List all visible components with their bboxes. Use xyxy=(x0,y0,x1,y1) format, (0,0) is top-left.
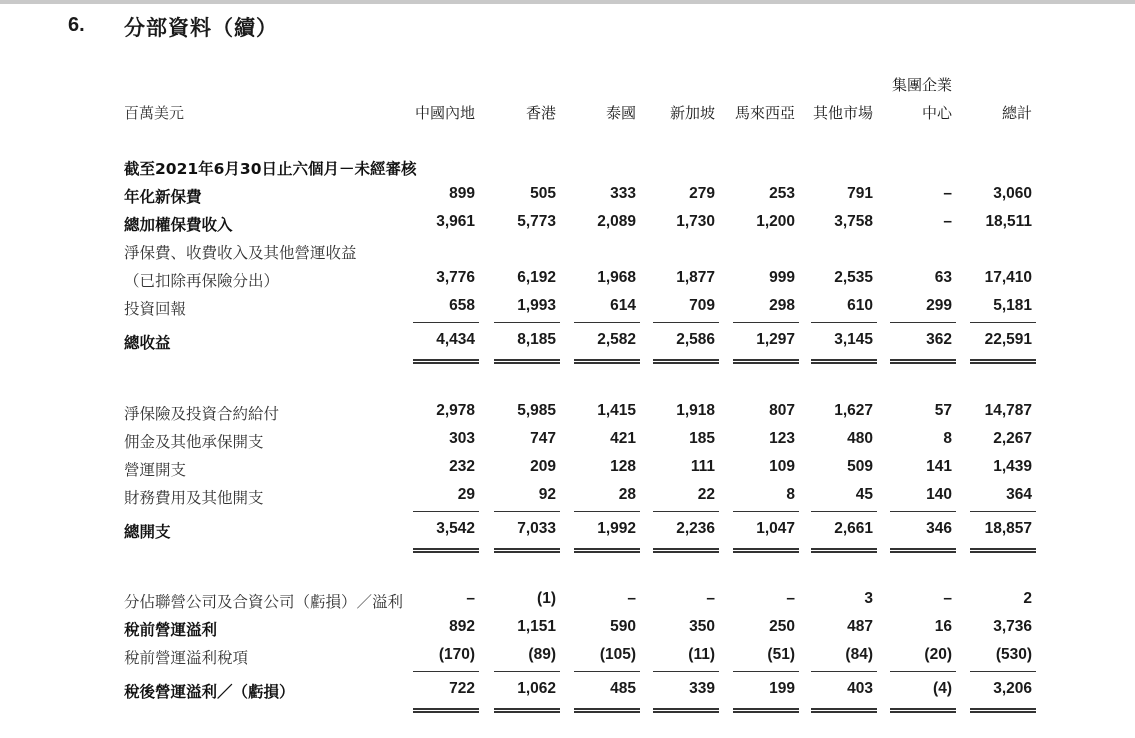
table-cell: 2,089 xyxy=(597,213,636,230)
table-cell: 2,586 xyxy=(676,331,715,348)
section-title: 分部資料（續） xyxy=(124,16,278,40)
subtotal-rule xyxy=(494,671,560,672)
row-label: 總收益 xyxy=(124,334,171,352)
table-cell: 791 xyxy=(847,185,873,202)
table-cell: 3,736 xyxy=(993,618,1032,635)
table-cell: 3 xyxy=(864,590,873,607)
table-cell: 253 xyxy=(769,185,795,202)
table-cell: 18,511 xyxy=(985,213,1032,230)
table-cell: 8,185 xyxy=(517,331,556,348)
subtotal-rule xyxy=(413,322,479,323)
table-cell: 123 xyxy=(769,430,795,447)
table-row xyxy=(0,185,1135,211)
subtotal-rule xyxy=(811,671,877,672)
total-double-rule xyxy=(970,708,1036,713)
column-header: 中國內地 xyxy=(414,104,475,122)
table-cell: (170) xyxy=(438,646,475,663)
table-cell: 333 xyxy=(610,185,636,202)
table-cell: 747 xyxy=(530,430,556,447)
table-cell: 7,033 xyxy=(517,520,556,537)
table-cell: 2,267 xyxy=(993,430,1032,447)
table-cell: (84) xyxy=(845,646,873,663)
subtotal-rule xyxy=(574,511,640,512)
table-cell: – xyxy=(943,590,952,607)
subtotal-rule xyxy=(733,671,799,672)
total-double-rule xyxy=(413,359,479,364)
table-cell: 2,582 xyxy=(597,331,636,348)
table-row xyxy=(0,269,1135,295)
row-label: 營運開支 xyxy=(124,461,187,479)
unit-label: 百萬美元 xyxy=(124,104,185,122)
table-cell: 1,151 xyxy=(517,618,556,635)
column-header: 泰國 xyxy=(605,104,636,122)
table-cell: 5,181 xyxy=(993,297,1032,314)
subtotal-rule xyxy=(413,511,479,512)
subtotal-rule xyxy=(494,511,560,512)
table-cell: 92 xyxy=(538,486,556,503)
table-cell: – xyxy=(627,590,636,607)
table-cell: 403 xyxy=(847,680,873,697)
row-label: 總加權保費收入 xyxy=(124,216,233,234)
table-cell: 298 xyxy=(769,297,795,314)
subtotal-rule xyxy=(653,511,719,512)
total-double-rule xyxy=(494,548,560,553)
table-cell: 1,415 xyxy=(597,402,636,419)
row-label: 淨保險及投資合約給付 xyxy=(124,405,280,423)
table-cell: – xyxy=(466,590,475,607)
period-heading: 截至2021年6月30日止六個月－未經審核 xyxy=(124,160,417,178)
top-border xyxy=(0,0,1135,4)
column-header: 中心 xyxy=(921,104,952,122)
subtotal-rule xyxy=(494,322,560,323)
table-cell: 17,410 xyxy=(984,269,1032,286)
table-cell: 28 xyxy=(618,486,636,503)
table-cell: 999 xyxy=(769,269,795,286)
subtotal-rule xyxy=(733,511,799,512)
subtotal-rule xyxy=(970,671,1036,672)
total-double-rule xyxy=(653,359,719,364)
total-double-rule xyxy=(653,708,719,713)
total-double-rule xyxy=(890,708,956,713)
total-double-rule xyxy=(890,548,956,553)
table-row xyxy=(0,241,1135,267)
table-cell: 3,776 xyxy=(436,269,475,286)
table-row xyxy=(0,213,1135,239)
total-double-rule xyxy=(413,708,479,713)
table-cell: 505 xyxy=(530,185,556,202)
table-cell: 1,730 xyxy=(676,213,715,230)
subtotal-rule xyxy=(413,671,479,672)
section-number: 6. xyxy=(68,14,85,36)
table-cell: 364 xyxy=(1006,486,1032,503)
table-cell: 2,535 xyxy=(834,269,873,286)
row-label: 財務費用及其他開支 xyxy=(124,489,264,507)
total-double-rule xyxy=(733,708,799,713)
total-double-rule xyxy=(890,359,956,364)
table-cell: 8 xyxy=(786,486,795,503)
table-cell: 250 xyxy=(769,618,795,635)
table-cell: 1,968 xyxy=(597,269,636,286)
table-cell: 199 xyxy=(769,680,795,697)
total-double-rule xyxy=(733,359,799,364)
row-label: 年化新保費 xyxy=(124,188,202,206)
table-row xyxy=(0,430,1135,456)
table-cell: 346 xyxy=(926,520,952,537)
table-cell: 1,062 xyxy=(517,680,556,697)
table-cell: 16 xyxy=(934,618,952,635)
table-cell: 614 xyxy=(610,297,636,314)
subtotal-rule xyxy=(653,671,719,672)
column-header: 馬來西亞 xyxy=(734,104,795,122)
table-cell: 279 xyxy=(689,185,715,202)
table-cell: 185 xyxy=(689,430,715,447)
subtotal-rule xyxy=(574,322,640,323)
table-cell: 1,992 xyxy=(597,520,636,537)
row-label: 佣金及其他承保開支 xyxy=(124,433,264,451)
total-double-rule xyxy=(970,548,1036,553)
row-label: 分佔聯營公司及合資公司（虧損）／溢利 xyxy=(124,593,404,611)
row-label: 稅後營運溢利／（虧損） xyxy=(124,683,295,701)
table-cell: 2,236 xyxy=(676,520,715,537)
table-cell: 128 xyxy=(610,458,636,475)
table-cell: 590 xyxy=(610,618,636,635)
table-cell: 1,918 xyxy=(676,402,715,419)
table-cell: 1,047 xyxy=(756,520,795,537)
table-cell: 722 xyxy=(449,680,475,697)
table-cell: – xyxy=(943,185,952,202)
table-cell: 807 xyxy=(769,402,795,419)
column-header: 集團企業 xyxy=(891,76,952,94)
table-cell: 480 xyxy=(847,430,873,447)
table-cell: 709 xyxy=(689,297,715,314)
table-cell: 1,993 xyxy=(517,297,556,314)
total-double-rule xyxy=(811,708,877,713)
table-cell: 3,542 xyxy=(436,520,475,537)
row-label: 淨保費、收費收入及其他營運收益 xyxy=(124,244,357,262)
table-cell: (105) xyxy=(599,646,636,663)
total-double-rule xyxy=(574,548,640,553)
column-header: 香港 xyxy=(525,104,556,122)
table-row xyxy=(0,297,1135,323)
table-cell: – xyxy=(786,590,795,607)
subtotal-rule xyxy=(811,322,877,323)
table-cell: 232 xyxy=(449,458,475,475)
subtotal-rule xyxy=(653,322,719,323)
table-cell: 339 xyxy=(689,680,715,697)
total-double-rule xyxy=(653,548,719,553)
row-label: 總開支 xyxy=(124,523,171,541)
row-label: 稅前營運溢利稅項 xyxy=(124,649,249,667)
table-cell: (530) xyxy=(995,646,1032,663)
table-cell: 1,877 xyxy=(676,269,715,286)
table-cell: 1,200 xyxy=(756,213,795,230)
subtotal-rule xyxy=(890,671,956,672)
total-double-rule xyxy=(574,708,640,713)
table-cell: – xyxy=(706,590,715,607)
table-cell: 3,145 xyxy=(834,331,873,348)
table-cell: 362 xyxy=(926,331,952,348)
total-double-rule xyxy=(413,548,479,553)
table-cell: 141 xyxy=(926,458,952,475)
subtotal-rule xyxy=(733,322,799,323)
total-double-rule xyxy=(811,359,877,364)
table-cell: 3,060 xyxy=(993,185,1032,202)
table-cell: 14,787 xyxy=(984,402,1032,419)
table-cell: 1,627 xyxy=(834,402,873,419)
table-cell: 303 xyxy=(449,430,475,447)
subtotal-rule xyxy=(811,511,877,512)
table-row xyxy=(0,458,1135,484)
table-cell: (51) xyxy=(767,646,795,663)
table-cell: 2,661 xyxy=(834,520,873,537)
table-cell: 892 xyxy=(449,618,475,635)
table-row xyxy=(0,590,1135,616)
table-cell: 1,439 xyxy=(993,458,1032,475)
column-header: 總計 xyxy=(1001,104,1032,122)
table-cell: 111 xyxy=(690,458,715,475)
table-cell: 1,297 xyxy=(756,331,795,348)
total-double-rule xyxy=(494,359,560,364)
table-cell: 485 xyxy=(610,680,636,697)
total-double-rule xyxy=(811,548,877,553)
table-cell: 5,985 xyxy=(517,402,556,419)
table-cell: 22,591 xyxy=(984,331,1032,348)
table-cell: 18,857 xyxy=(984,520,1032,537)
table-cell: 299 xyxy=(926,297,952,314)
table-cell: 3,758 xyxy=(834,213,873,230)
table-row xyxy=(0,486,1135,512)
table-row xyxy=(0,520,1135,546)
column-header: 新加坡 xyxy=(669,104,715,122)
table-cell: 3,206 xyxy=(993,680,1032,697)
row-label: （已扣除再保險分出） xyxy=(124,272,280,290)
table-cell: (1) xyxy=(537,590,556,607)
table-cell: 350 xyxy=(689,618,715,635)
row-label: 稅前營運溢利 xyxy=(124,621,218,639)
subtotal-rule xyxy=(970,322,1036,323)
table-row xyxy=(0,680,1135,706)
table-cell: 140 xyxy=(926,486,952,503)
table-cell: 6,192 xyxy=(517,269,556,286)
table-cell: 4,434 xyxy=(436,331,475,348)
table-row xyxy=(0,618,1135,644)
table-row xyxy=(0,646,1135,672)
table-cell: 45 xyxy=(855,486,873,503)
table-cell: 3,961 xyxy=(436,213,475,230)
table-cell: 29 xyxy=(457,486,475,503)
table-row xyxy=(0,402,1135,428)
total-double-rule xyxy=(733,548,799,553)
table-cell: 2 xyxy=(1023,590,1032,607)
subtotal-rule xyxy=(970,511,1036,512)
table-cell: 5,773 xyxy=(517,213,556,230)
table-cell: 8 xyxy=(943,430,952,447)
total-double-rule xyxy=(574,359,640,364)
table-cell: 610 xyxy=(847,297,873,314)
row-label: 投資回報 xyxy=(124,300,187,318)
table-cell: 487 xyxy=(847,618,873,635)
table-row xyxy=(0,331,1135,357)
total-double-rule xyxy=(970,359,1036,364)
table-cell: (11) xyxy=(688,646,715,663)
table-cell: 899 xyxy=(449,185,475,202)
table-cell: 2,978 xyxy=(436,402,475,419)
column-header: 其他市場 xyxy=(812,104,873,122)
total-double-rule xyxy=(494,708,560,713)
subtotal-rule xyxy=(890,511,956,512)
table-cell: (4) xyxy=(933,680,952,697)
subtotal-rule xyxy=(890,322,956,323)
table-cell: 22 xyxy=(697,486,715,503)
subtotal-rule xyxy=(574,671,640,672)
table-cell: 57 xyxy=(934,402,952,419)
period-heading-row xyxy=(0,157,1135,183)
table-cell: (89) xyxy=(528,646,556,663)
table-cell: 109 xyxy=(769,458,795,475)
table-cell: (20) xyxy=(924,646,952,663)
table-cell: 63 xyxy=(934,269,952,286)
table-cell: – xyxy=(943,213,952,230)
table-cell: 509 xyxy=(847,458,873,475)
table-cell: 658 xyxy=(449,297,475,314)
table-cell: 209 xyxy=(530,458,556,475)
table-cell: 421 xyxy=(610,430,636,447)
